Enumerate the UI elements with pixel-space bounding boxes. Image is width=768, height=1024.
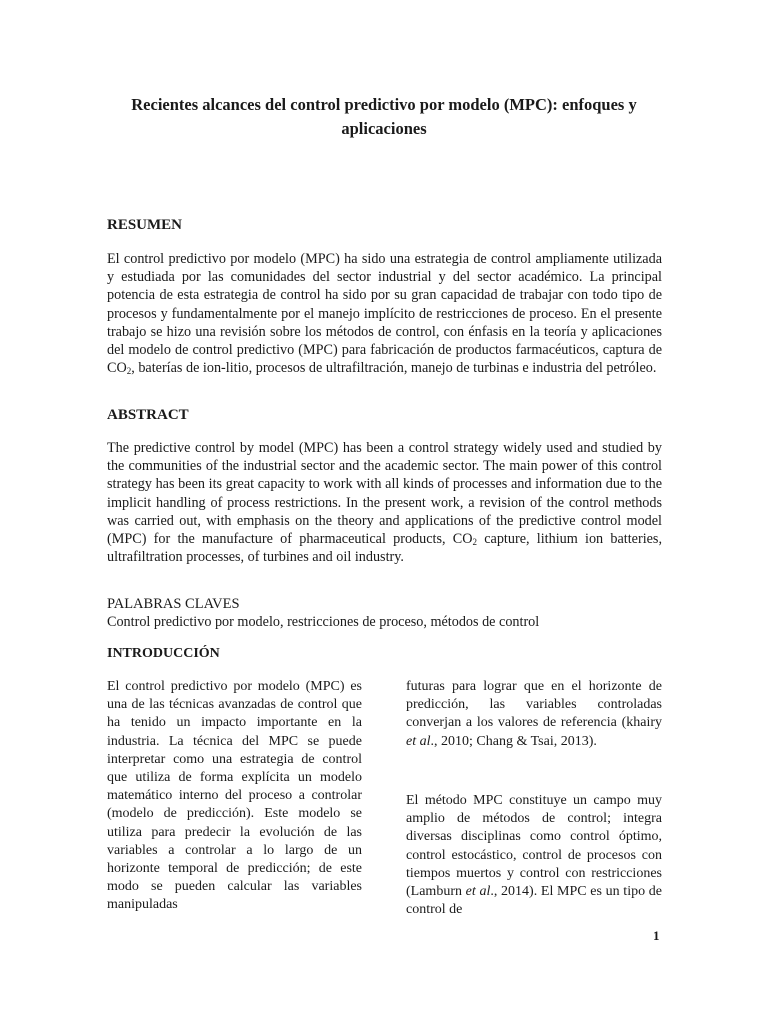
- resumen-text-b: , baterías de ion-litio, procesos de ultrafiltración, manejo de turbinas e industria del petróleo.: [131, 360, 657, 377]
- title-line-2: aplicaciones: [341, 119, 427, 138]
- intro-right-p2-b: ., 2014). El MPC es un tipo de control de: [406, 884, 662, 918]
- resumen-subscript: 2: [126, 366, 132, 377]
- abstract-subscript: 2: [472, 537, 477, 548]
- intro-right-p2-etal: et al: [465, 884, 491, 900]
- paper-title: [100, 93, 668, 141]
- title-line-1: Recientes alcances del control predictivo por modelo (MPC): enfoques y: [131, 95, 637, 114]
- abstract-text-b: capture, lithium ion batteries, ultrafiltration processes, of turbines and oil industry.: [107, 531, 662, 566]
- resumen-text-a: El control predictivo por modelo (MPC) ha sido una estrategia de control ampliamente utilizada y estudiada por las comunidades del sector industrial y del sector académico. La principal potencia de esta estrategia de control ha sido por su gran capacidad de trabajar con todo tipo de procesos y fundamentalmente por el manejo implícito de restricciones de proceso. En el presente trabajo se hizo una revisión sobre los métodos de control, con énfasis en la teoría y aplicaciones del modelo de control predictivo (MPC) para fabricación de productos farmacéuticos, captura de CO: [107, 251, 662, 377]
- keywords-heading: PALABRAS CLAVES: [107, 596, 240, 612]
- introduccion-heading: INTRODUCCIÓN: [107, 646, 220, 661]
- abstract-text-a: The predictive control by model (MPC) has been a control strategy widely used and studied by the communities of the industrial sector and the academic sector. The main power of this control strategy has been its great capacity to work with all kinds of processes and information due to the implicit handling of process restrictions. In the present work, a revision of the control methods was carried out, with emphasis on the theory and applications of the predictive control model (MPC) for the manufacture of pharmaceutical products, CO: [107, 440, 662, 548]
- keywords-text: Control predictivo por modelo, restricciones de proceso, métodos de control: [107, 614, 540, 630]
- intro-right-p1-etal: et al: [406, 733, 431, 749]
- intro-right-p1-b: ., 2010; Chang & Tsai, 2013).: [430, 733, 597, 749]
- intro-right-paragraph-2: [406, 792, 662, 919]
- intro-right-paragraph-1: [406, 678, 662, 751]
- resumen-paragraph: [107, 250, 662, 377]
- intro-left-column: El control predictivo por modelo (MPC) es una de las técnicas avanzadas de control que ha tenido un impacto importante en la industria. La técnica del MPC se puede interpretar como una estrategia de control que utiliza de forma explícita un modelo matemático interno del proceso a controlar (modelo de predicción). Este modelo se utiliza para predecir la evolución de las variables a controlar a lo largo de un horizonte temporal de predicción; de este modo se pueden calcular las variables manipuladas: [107, 679, 362, 913]
- abstract-paragraph: [107, 439, 662, 566]
- resumen-heading: RESUMEN: [107, 217, 183, 233]
- intro-right-p2-a: El método MPC constituye un campo muy amplio de métodos de control; integra diversas disciplinas como control óptimo, control estocástico, control de procesos con tiempos muertos y control con restricciones (Lamburn: [406, 793, 662, 900]
- abstract-heading: ABSTRACT: [107, 407, 189, 423]
- intro-right-p1-a: futuras para lograr que en el horizonte de predicción, las variables controladas converjan a los valores de referencia (khairy: [406, 679, 662, 731]
- page-number: 1: [653, 928, 660, 943]
